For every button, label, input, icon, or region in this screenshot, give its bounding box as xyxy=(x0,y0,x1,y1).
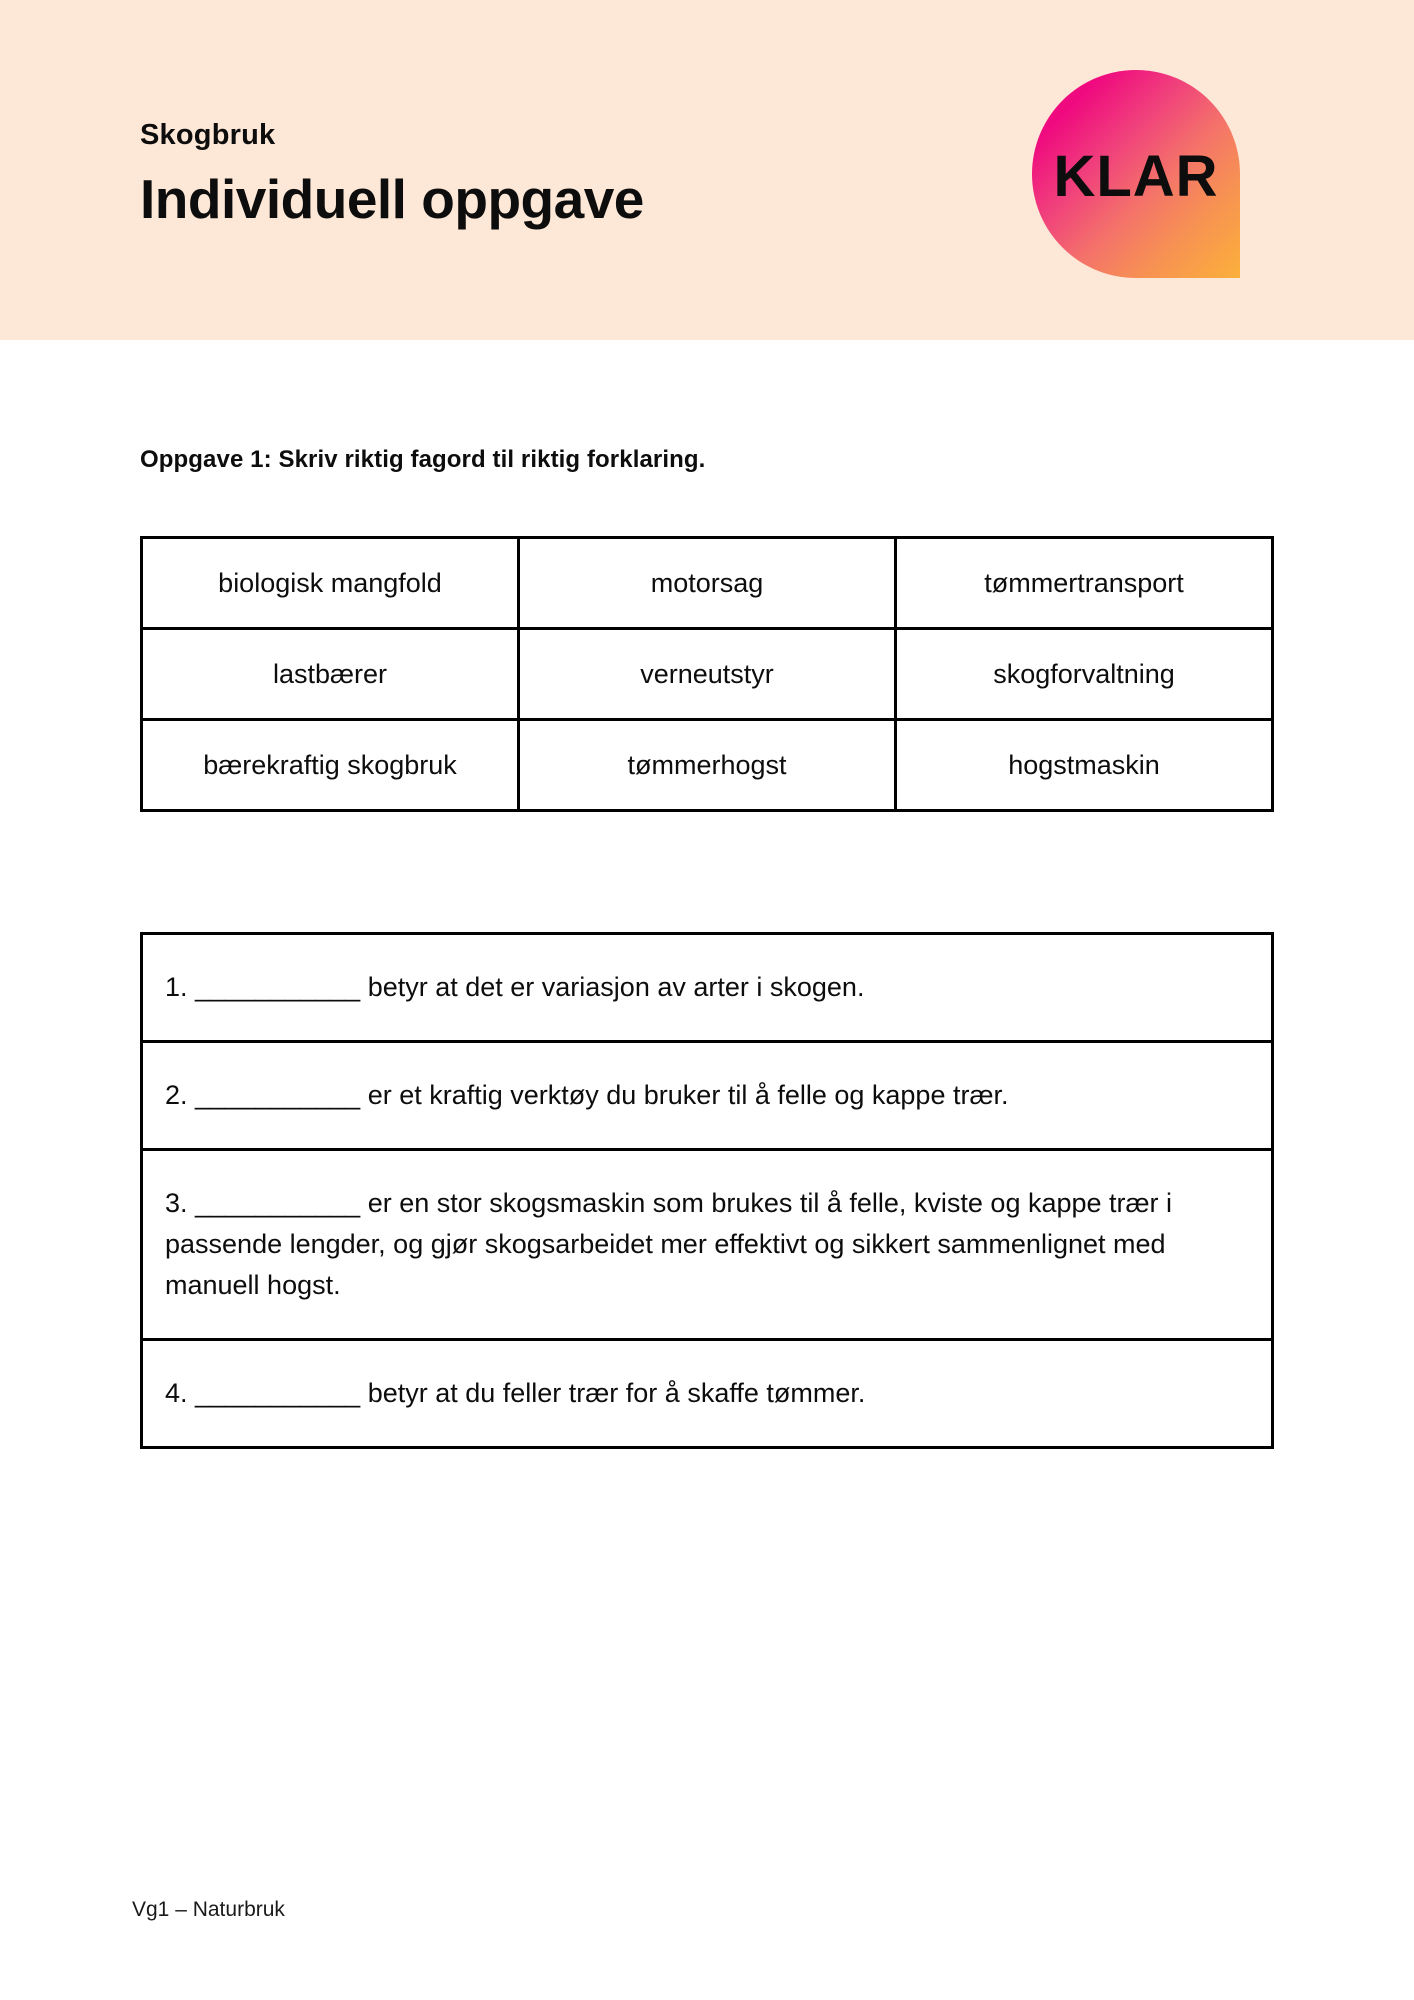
page-title: Individuell oppgave xyxy=(140,167,644,230)
wordbank-cell: biologisk mangfold xyxy=(142,538,519,629)
wordbank-cell: skogforvaltning xyxy=(896,629,1273,720)
subject-eyebrow: Skogbruk xyxy=(140,119,276,151)
table-row xyxy=(142,1042,1273,1150)
wordbank-cell: motorsag xyxy=(519,538,896,629)
klar-logo-wordmark: KLAR xyxy=(1053,144,1219,209)
wordbank-cell: bærekraftig skogbruk xyxy=(142,720,519,811)
question-item-3: 3. ___________ er en stor skogsmaskin som brukes til å felle, kviste og kappe trær i passende lengder, og gjør skogsarbeidet mer effektivt og sikkert sammenlignet med manuell hogst. xyxy=(142,1150,1273,1340)
table-row xyxy=(142,720,1273,811)
footer-label: Vg1 – Naturbruk xyxy=(132,1898,285,1921)
wordbank-cell: verneutstyr xyxy=(519,629,896,720)
questions-table xyxy=(140,932,1274,1449)
wordbank-cell: hogstmaskin xyxy=(896,720,1273,811)
header-text-group xyxy=(140,118,644,229)
klar-logo xyxy=(1032,70,1240,278)
wordbank-cell: tømmerhogst xyxy=(519,720,896,811)
table-row xyxy=(142,538,1273,629)
question-item-4: 4. ___________ betyr at du feller trær for å skaffe tømmer. xyxy=(142,1340,1273,1448)
table-row xyxy=(142,934,1273,1042)
wordbank-cell: tømmertransport xyxy=(896,538,1273,629)
main-content xyxy=(140,340,1274,1449)
task-prompt: Oppgave 1: Skriv riktig fagord til riktig forklaring. xyxy=(140,446,706,473)
wordbank-table xyxy=(140,536,1274,812)
table-row xyxy=(142,629,1273,720)
table-row xyxy=(142,1340,1273,1448)
table-row xyxy=(142,1150,1273,1340)
question-item-1: 1. ___________ betyr at det er variasjon av arter i skogen. xyxy=(142,934,1273,1042)
question-item-2: 2. ___________ er et kraftig verktøy du bruker til å felle og kappe trær. xyxy=(142,1042,1273,1150)
wordbank-cell: lastbærer xyxy=(142,629,519,720)
header-band xyxy=(0,0,1414,340)
